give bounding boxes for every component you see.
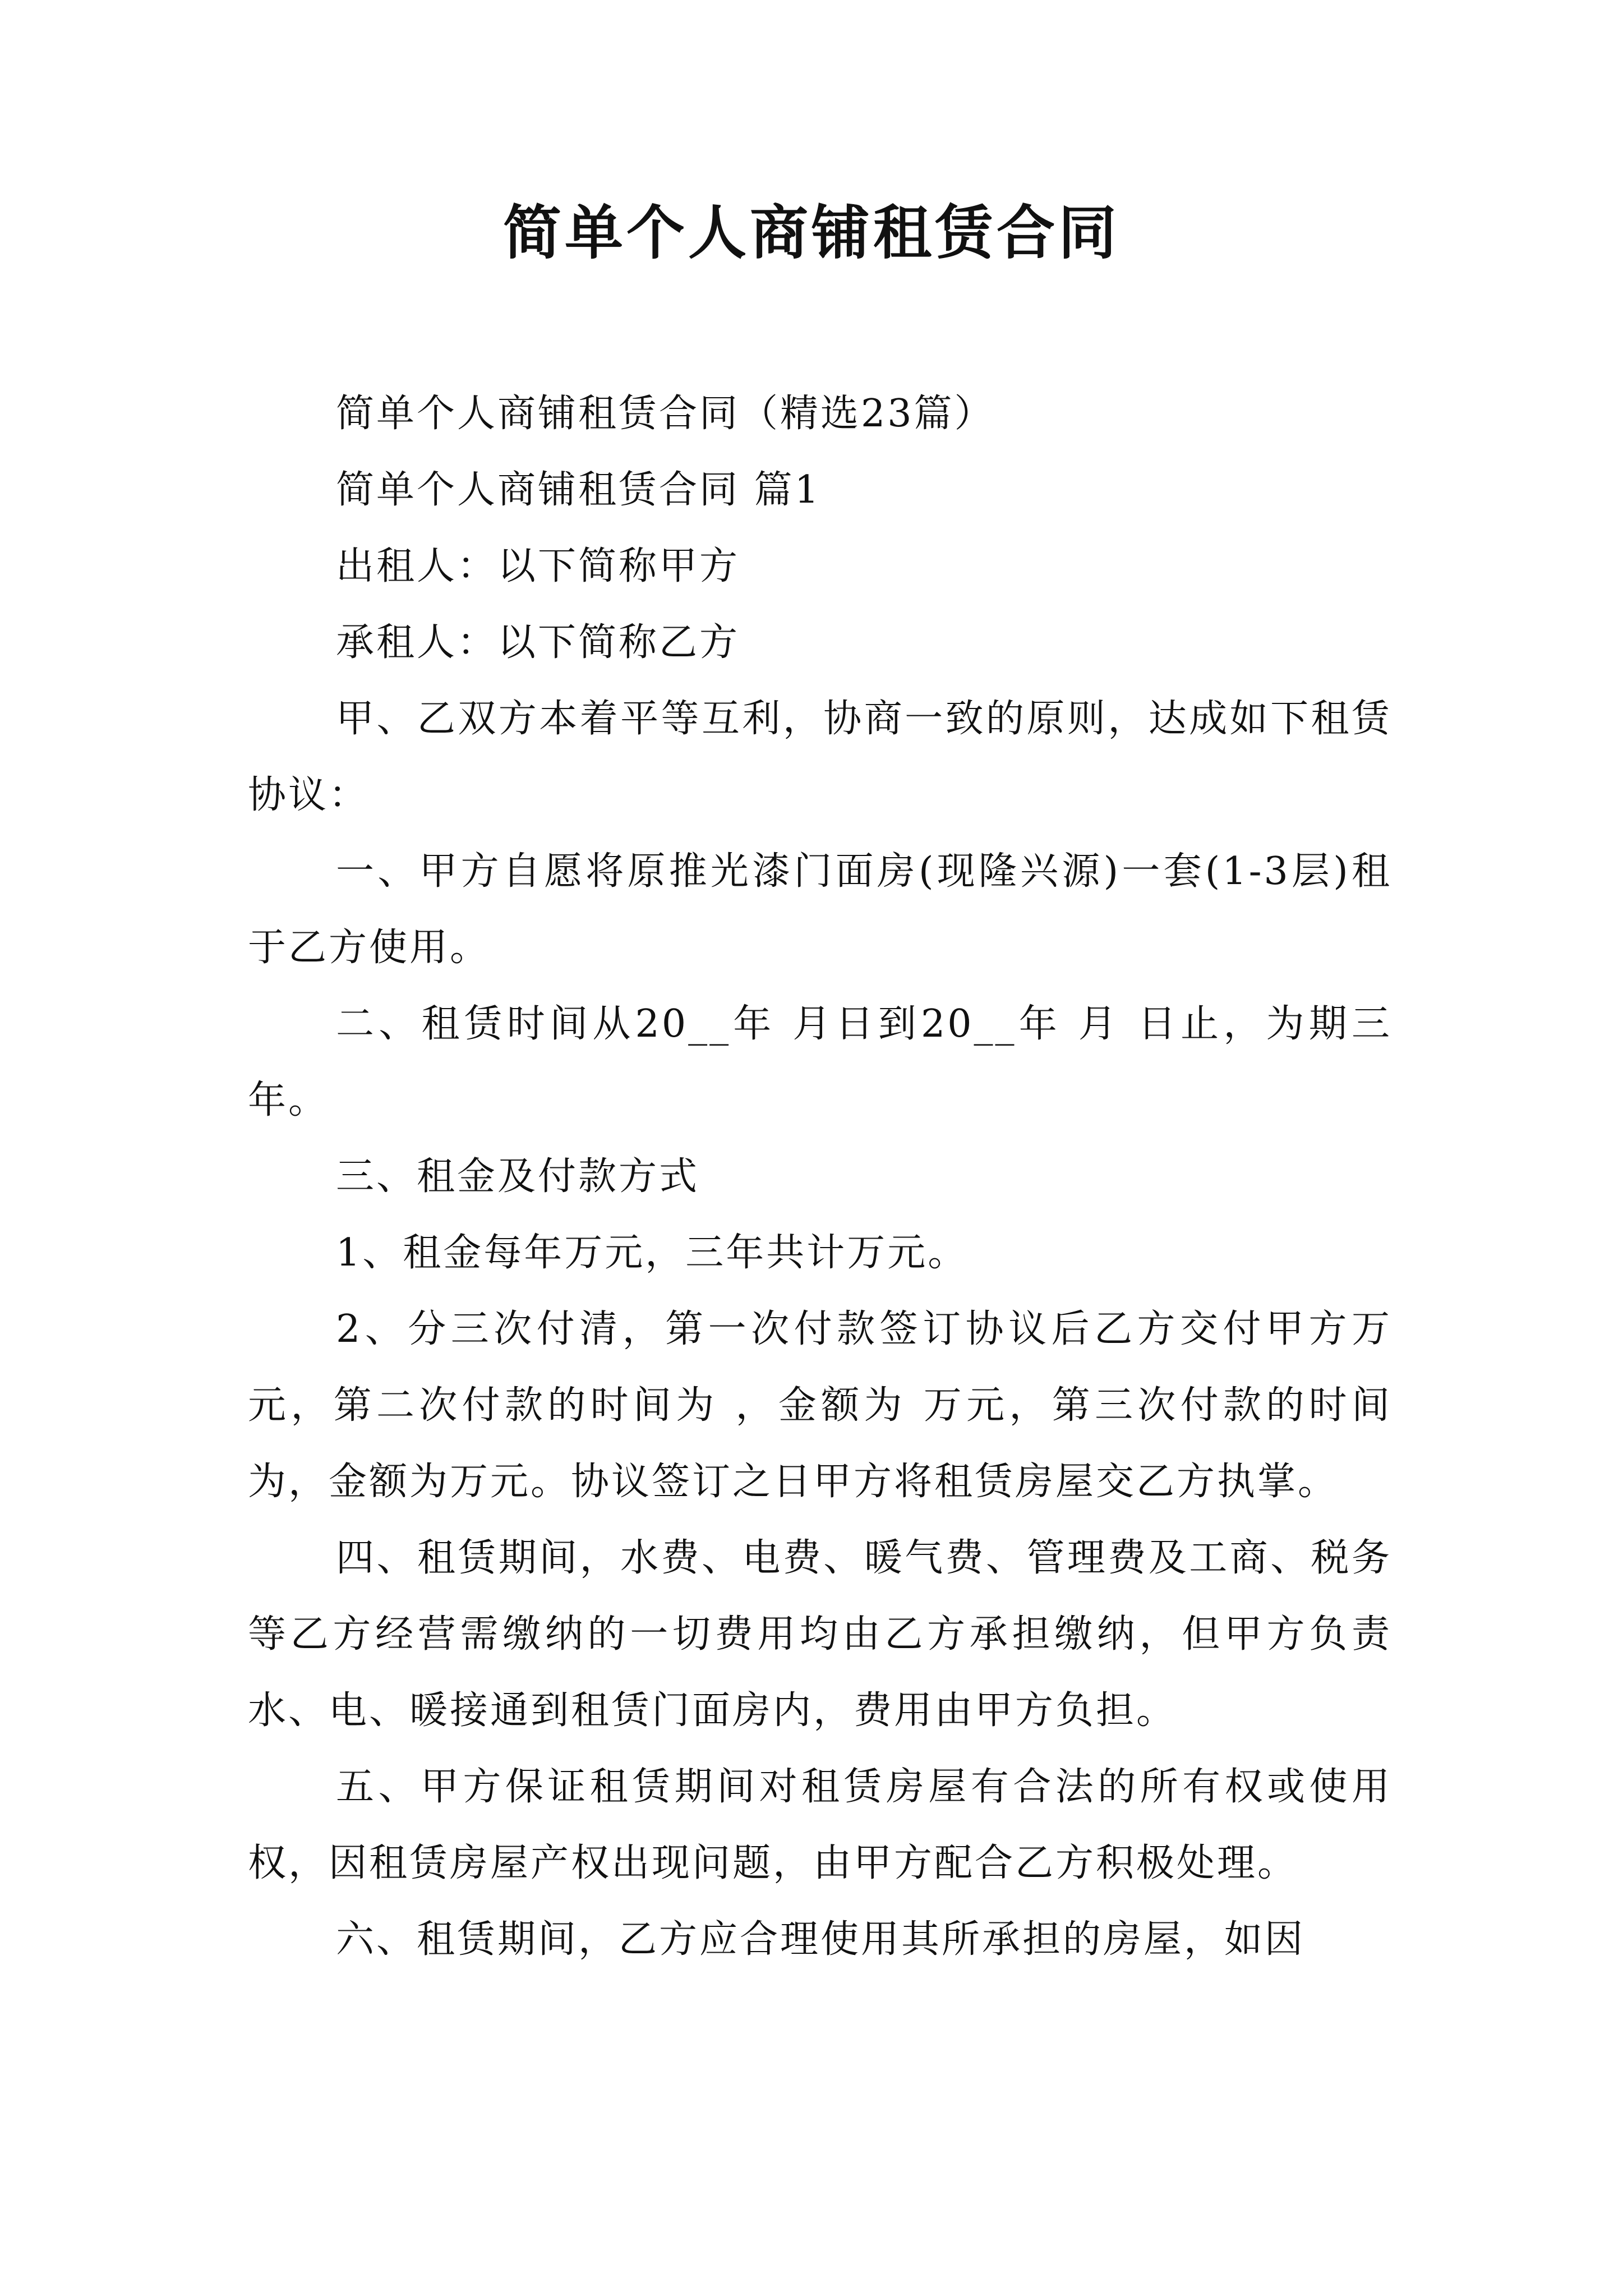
paragraph-lessor: 出租人：以下简称甲方 (336, 544, 740, 588)
paragraph-clause-3-1: 1、租金每年万元，三年共计万元。 (336, 1231, 969, 1275)
paragraph-clause-2: 二、租赁时间从20__年 月日到20__年 月 日止，为期三年。 (248, 1002, 1392, 1122)
document-title: 简单个人商铺租赁合同 (502, 199, 1120, 267)
paragraph-clause-6: 六、租赁期间，乙方应合理使用其所承担的房屋，如因 (336, 1917, 1306, 1962)
paragraph-subtitle: 简单个人商铺租赁合同（精选23篇） (336, 392, 995, 436)
document-body (248, 376, 1392, 1978)
paragraph-lessee: 承租人：以下简称乙方 (336, 620, 740, 665)
paragraph-clause-1: 一、甲方自愿将原推光漆门面房(现隆兴源)一套(1-3层)租于乙方使用。 (248, 849, 1392, 970)
paragraph-section-heading: 简单个人商铺租赁合同 篇1 (336, 468, 821, 512)
paragraph-agreement-intro: 甲、乙双方本着平等互利，协商一致的原则，达成如下租赁协议： (248, 697, 1392, 817)
paragraph-clause-5: 五、甲方保证租赁期间对租赁房屋有合法的所有权或使用权，因租赁房屋产权出现问题，由甲方配合乙方积极处理。 (248, 1765, 1392, 1885)
paragraph-clause-3: 三、租金及付款方式 (336, 1154, 700, 1199)
paragraph-clause-4: 四、租赁期间，水费、电费、暖气费、管理费及工商、税务等乙方经营需缴纳的一切费用均由乙方承担缴纳，但甲方负责水、电、暖接通到租赁门面房内，费用由甲方负担。 (248, 1536, 1392, 1733)
paragraph-clause-3-2: 2、分三次付清，第一次付款签订协议后乙方交付甲方万元，第二次付款的时间为 ，金额为 万元，第三次付款的时间为，金额为万元。协议签订之日甲方将租赁房屋交乙方执掌。 (248, 1307, 1392, 1504)
